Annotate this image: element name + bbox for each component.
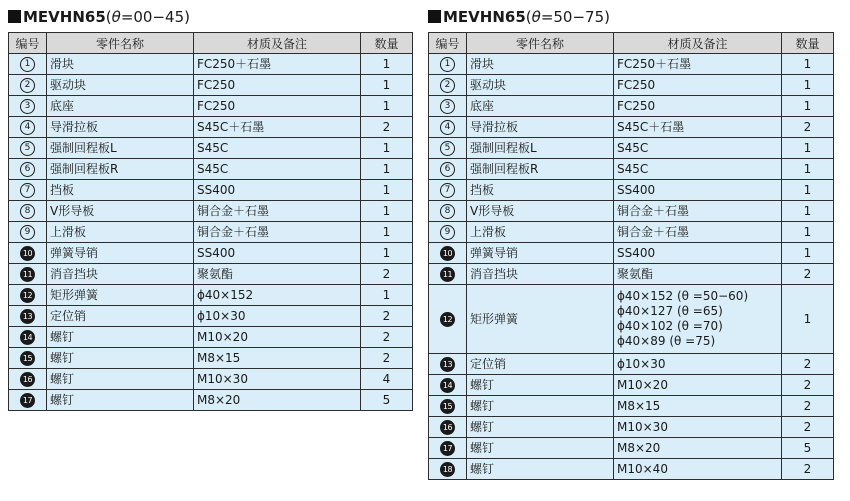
quantity-cell: 2 — [361, 117, 413, 138]
quantity-cell: 1 — [782, 96, 834, 117]
quantity-cell: 1 — [361, 243, 413, 264]
part-number-cell — [9, 264, 47, 285]
table-row — [9, 201, 413, 222]
quantity-cell: 2 — [361, 327, 413, 348]
material-cell: ϕ40×152 — [194, 285, 361, 306]
circled-number: 18 — [440, 462, 455, 477]
part-number-cell — [429, 354, 467, 375]
part-name-cell: 螺钉 — [467, 396, 614, 417]
table-row — [9, 327, 413, 348]
part-name-cell: 螺钉 — [47, 348, 194, 369]
quantity-cell: 2 — [782, 117, 834, 138]
material-cell: S45C — [194, 159, 361, 180]
left-parts-table — [8, 32, 413, 411]
table-row — [9, 369, 413, 390]
part-name-cell: 矩形弹簧 — [467, 285, 614, 354]
part-name-cell: 螺钉 — [47, 327, 194, 348]
quantity-cell: 2 — [782, 264, 834, 285]
table-row — [429, 159, 834, 180]
table-row — [429, 180, 834, 201]
quantity-cell: 1 — [361, 159, 413, 180]
circled-number: 2 — [20, 78, 35, 93]
quantity-cell: 1 — [361, 75, 413, 96]
part-name-cell: 消音挡块 — [47, 264, 194, 285]
part-name-cell: 强制回程板R — [47, 159, 194, 180]
part-name-cell: 强制回程板R — [467, 159, 614, 180]
table-row — [429, 438, 834, 459]
left-table-title — [8, 6, 412, 28]
part-name-cell: 消音挡块 — [467, 264, 614, 285]
table-row — [9, 180, 413, 201]
material-cell: SS400 — [194, 180, 361, 201]
quantity-cell: 1 — [361, 285, 413, 306]
table-row — [9, 348, 413, 369]
part-number-cell — [429, 375, 467, 396]
part-name-cell: 矩形弹簧 — [47, 285, 194, 306]
circled-number: 4 — [20, 120, 35, 135]
circled-number: 5 — [20, 141, 35, 156]
part-number-cell — [429, 438, 467, 459]
quantity-cell: 1 — [782, 201, 834, 222]
material-cell: S45C — [614, 138, 782, 159]
table-row — [429, 354, 834, 375]
part-name-cell: 螺钉 — [467, 459, 614, 480]
part-name-cell: 定位销 — [47, 306, 194, 327]
table-row — [9, 96, 413, 117]
part-name-cell: 驱动块 — [47, 75, 194, 96]
table-row — [9, 75, 413, 96]
circled-number: 14 — [20, 330, 35, 345]
part-number-cell — [9, 159, 47, 180]
material-cell: 铜合金＋石墨 — [614, 222, 782, 243]
quantity-cell: 2 — [782, 417, 834, 438]
table-row — [429, 138, 834, 159]
circled-number: 16 — [20, 372, 35, 387]
circled-number: 11 — [440, 267, 455, 282]
part-name-cell: 导滑拉板 — [47, 117, 194, 138]
material-cell: FC250＋石墨 — [194, 54, 361, 75]
part-number-cell — [429, 417, 467, 438]
part-number-cell — [429, 117, 467, 138]
material-cell: 铜合金＋石墨 — [194, 222, 361, 243]
part-number-cell — [9, 75, 47, 96]
table-row — [429, 75, 834, 96]
material-cell: M8×15 — [194, 348, 361, 369]
header-row — [9, 33, 413, 54]
material-cell: M8×20 — [614, 438, 782, 459]
part-name-cell: 强制回程板L — [467, 138, 614, 159]
quantity-cell: 1 — [782, 222, 834, 243]
circled-number: 8 — [440, 204, 455, 219]
circled-number: 17 — [440, 441, 455, 456]
left-angle-range: (θ=00−45) — [105, 8, 190, 26]
circled-number: 9 — [20, 225, 35, 240]
part-number-cell — [9, 222, 47, 243]
part-name-cell: 挡板 — [47, 180, 194, 201]
material-cell: FC250＋石墨 — [614, 54, 782, 75]
circled-number: 11 — [20, 267, 35, 282]
circled-number: 14 — [440, 378, 455, 393]
quantity-cell: 5 — [361, 390, 413, 411]
part-number-cell — [429, 243, 467, 264]
right-table-title — [428, 6, 833, 28]
material-cell: S45C — [194, 138, 361, 159]
quantity-cell: 1 — [782, 54, 834, 75]
table-row — [9, 285, 413, 306]
part-number-cell — [429, 180, 467, 201]
material-cell: M10×30 — [194, 369, 361, 390]
circled-number: 1 — [440, 57, 455, 72]
table-row — [429, 459, 834, 480]
quantity-cell: 1 — [361, 180, 413, 201]
header-material: 材质及备注 — [194, 33, 361, 54]
circled-number: 12 — [440, 312, 455, 327]
right-model-name: MEVHN65 — [443, 8, 526, 26]
material-cell: 聚氨酯 — [194, 264, 361, 285]
part-number-cell — [429, 264, 467, 285]
part-name-cell: 螺钉 — [467, 438, 614, 459]
material-cell: M10×20 — [194, 327, 361, 348]
part-name-cell: 驱动块 — [467, 75, 614, 96]
part-number-cell — [429, 159, 467, 180]
part-name-cell: 挡板 — [467, 180, 614, 201]
header-quantity: 数量 — [361, 33, 413, 54]
circled-number: 6 — [440, 162, 455, 177]
black-square-icon — [8, 10, 21, 23]
left-table-body — [9, 54, 413, 411]
part-name-cell: V形导板 — [47, 201, 194, 222]
table-row — [429, 264, 834, 285]
material-cell: 聚氨酯 — [614, 264, 782, 285]
table-row — [9, 306, 413, 327]
part-number-cell — [9, 390, 47, 411]
part-number-cell — [9, 117, 47, 138]
quantity-cell: 1 — [782, 285, 834, 354]
table-row — [429, 96, 834, 117]
part-name-cell: 滑块 — [47, 54, 194, 75]
part-number-cell — [429, 396, 467, 417]
part-number-cell — [9, 348, 47, 369]
table-row — [429, 417, 834, 438]
circled-number: 3 — [440, 99, 455, 114]
material-cell: M8×20 — [194, 390, 361, 411]
material-cell: S45C — [614, 159, 782, 180]
part-number-cell — [9, 369, 47, 390]
table-row — [429, 396, 834, 417]
table-row — [429, 375, 834, 396]
circled-number: 3 — [20, 99, 35, 114]
quantity-cell: 1 — [361, 138, 413, 159]
header-number: 编号 — [9, 33, 47, 54]
circled-number: 4 — [440, 120, 455, 135]
table-row — [9, 264, 413, 285]
part-name-cell: 滑块 — [467, 54, 614, 75]
table-row — [9, 54, 413, 75]
circled-number: 1 — [20, 57, 35, 72]
part-number-cell — [9, 138, 47, 159]
material-cell: FC250 — [194, 96, 361, 117]
part-name-cell: 螺钉 — [47, 369, 194, 390]
circled-number: 15 — [20, 351, 35, 366]
part-name-cell: 上滑板 — [467, 222, 614, 243]
quantity-cell: 1 — [782, 75, 834, 96]
material-cell: 铜合金＋石墨 — [194, 201, 361, 222]
header-row — [429, 33, 834, 54]
part-name-cell: 螺钉 — [467, 375, 614, 396]
header-material: 材质及备注 — [614, 33, 782, 54]
table-row — [9, 243, 413, 264]
part-name-cell: 螺钉 — [467, 417, 614, 438]
part-name-cell: 弹簧导销 — [47, 243, 194, 264]
circled-number: 7 — [440, 183, 455, 198]
part-number-cell — [429, 222, 467, 243]
circled-number: 10 — [440, 246, 455, 261]
quantity-cell: 1 — [782, 159, 834, 180]
black-square-icon — [428, 10, 441, 23]
material-cell: M10×20 — [614, 375, 782, 396]
circled-number: 8 — [20, 204, 35, 219]
right-parts-table — [428, 32, 834, 480]
left-model-name: MEVHN65 — [23, 8, 106, 26]
part-number-cell — [9, 306, 47, 327]
part-name-cell: 强制回程板L — [47, 138, 194, 159]
quantity-cell: 1 — [782, 138, 834, 159]
header-quantity: 数量 — [782, 33, 834, 54]
material-cell: ϕ10×30 — [614, 354, 782, 375]
quantity-cell: 1 — [782, 180, 834, 201]
circled-number: 5 — [440, 141, 455, 156]
quantity-cell: 5 — [782, 438, 834, 459]
part-number-cell — [429, 96, 467, 117]
circled-number: 9 — [440, 225, 455, 240]
table-row — [429, 117, 834, 138]
part-name-cell: 底座 — [47, 96, 194, 117]
circled-number: 7 — [20, 183, 35, 198]
right-angle-range: (θ=50−75) — [525, 8, 610, 26]
part-name-cell: 导滑拉板 — [467, 117, 614, 138]
material-cell: FC250 — [614, 96, 782, 117]
part-number-cell — [429, 54, 467, 75]
material-cell: M10×30 — [614, 417, 782, 438]
circled-number: 10 — [20, 246, 35, 261]
right-table-body — [429, 54, 834, 480]
part-number-cell — [9, 201, 47, 222]
material-line: ϕ40×102 (θ =70) — [617, 319, 723, 333]
part-number-cell — [9, 96, 47, 117]
material-cell: ϕ10×30 — [194, 306, 361, 327]
table-row — [429, 54, 834, 75]
quantity-cell: 1 — [361, 201, 413, 222]
part-number-cell — [9, 285, 47, 306]
circled-number: 6 — [20, 162, 35, 177]
part-number-cell — [9, 243, 47, 264]
part-name-cell: 底座 — [467, 96, 614, 117]
header-part-name: 零件名称 — [467, 33, 614, 54]
material-line: ϕ40×89 (θ =75) — [617, 334, 716, 348]
circled-number: 16 — [440, 420, 455, 435]
part-number-cell — [9, 54, 47, 75]
material-cell: SS400 — [194, 243, 361, 264]
circled-number: 12 — [20, 288, 35, 303]
table-row — [429, 243, 834, 264]
quantity-cell: 2 — [361, 348, 413, 369]
material-cell: S45C＋石墨 — [194, 117, 361, 138]
quantity-cell: 1 — [782, 243, 834, 264]
quantity-cell: 1 — [361, 54, 413, 75]
material-line: ϕ40×152 (θ =50−60) — [617, 289, 749, 303]
quantity-cell: 1 — [361, 222, 413, 243]
circled-number: 15 — [440, 399, 455, 414]
quantity-cell: 1 — [361, 96, 413, 117]
part-name-cell: 弹簧导销 — [467, 243, 614, 264]
material-cell — [614, 285, 782, 354]
circled-number: 13 — [440, 357, 455, 372]
quantity-cell: 2 — [782, 396, 834, 417]
part-name-cell: 螺钉 — [47, 390, 194, 411]
header-part-name: 零件名称 — [47, 33, 194, 54]
part-name-cell: 上滑板 — [47, 222, 194, 243]
part-number-cell — [9, 327, 47, 348]
quantity-cell: 2 — [361, 306, 413, 327]
material-line: ϕ40×127 (θ =65) — [617, 304, 723, 318]
material-cell: M10×40 — [614, 459, 782, 480]
quantity-cell: 2 — [361, 264, 413, 285]
table-row — [9, 138, 413, 159]
part-name-cell: V形导板 — [467, 201, 614, 222]
circled-number: 17 — [20, 393, 35, 408]
part-number-cell — [9, 180, 47, 201]
table-row — [9, 222, 413, 243]
material-cell: SS400 — [614, 243, 782, 264]
material-cell: S45C＋石墨 — [614, 117, 782, 138]
material-cell: SS400 — [614, 180, 782, 201]
quantity-cell: 2 — [782, 354, 834, 375]
part-name-cell: 定位销 — [467, 354, 614, 375]
table-row — [429, 222, 834, 243]
material-cell: FC250 — [194, 75, 361, 96]
material-cell: M8×15 — [614, 396, 782, 417]
part-number-cell — [429, 201, 467, 222]
part-number-cell — [429, 459, 467, 480]
table-row — [9, 390, 413, 411]
table-row — [429, 201, 834, 222]
material-cell: FC250 — [614, 75, 782, 96]
part-number-cell — [429, 285, 467, 354]
table-row — [429, 285, 834, 354]
quantity-cell: 4 — [361, 369, 413, 390]
left-parts-list — [8, 6, 412, 411]
table-row — [9, 159, 413, 180]
quantity-cell: 2 — [782, 375, 834, 396]
part-number-cell — [429, 75, 467, 96]
circled-number: 2 — [440, 78, 455, 93]
right-parts-list — [428, 6, 833, 480]
material-cell: 铜合金＋石墨 — [614, 201, 782, 222]
circled-number: 13 — [20, 309, 35, 324]
quantity-cell: 2 — [782, 459, 834, 480]
table-row — [9, 117, 413, 138]
header-number: 编号 — [429, 33, 467, 54]
part-number-cell — [429, 138, 467, 159]
